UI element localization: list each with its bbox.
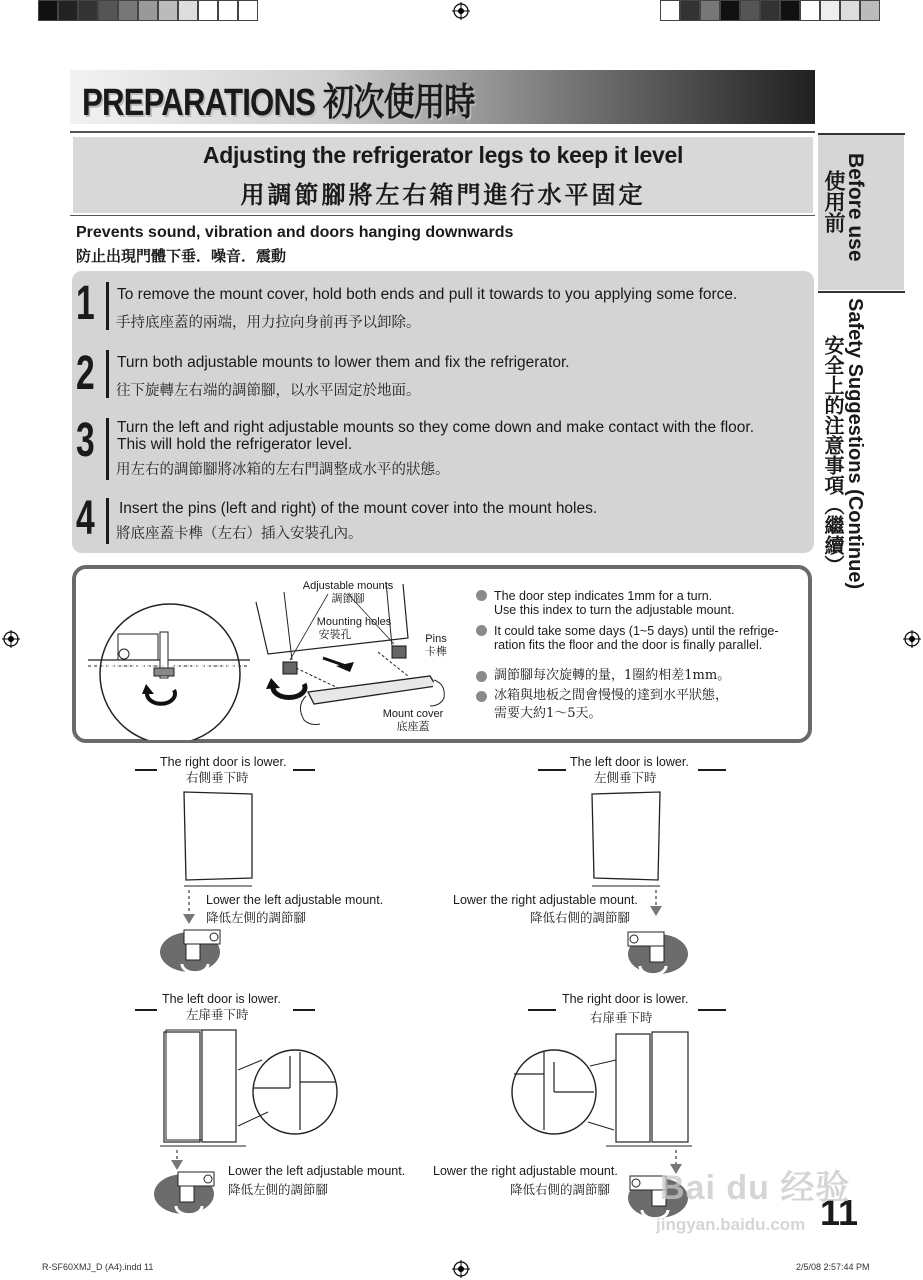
section-title-zh: 用調節腳將左右箱門進行水平固定 <box>240 182 646 209</box>
footer-timestamp: 2/5/08 2:57:44 PM <box>796 1262 870 1272</box>
case-title-dash <box>293 1009 315 1011</box>
color-registration-bar-right <box>660 0 880 21</box>
note-2-line-2: ration fits the floor and the door is finally parallel. <box>494 638 763 652</box>
step-number: 4 <box>76 492 95 545</box>
case-2-action-en: Lower the right adjustable mount. <box>453 893 638 907</box>
registration-mark-bottom <box>452 1260 470 1278</box>
step-text-zh: 用左右的調節腳將冰箱的左右門調整成水平的狀態。 <box>116 462 450 478</box>
case-3-action-zh: 降低左側的調節腳 <box>228 1183 329 1197</box>
step-text-en: Turn the left and right adjustable mounts so they come down and make contact with the floor. <box>117 419 755 436</box>
label-mounting-holes-zh: 安裝孔 <box>318 629 352 641</box>
side-tab-before-use-en: Before use <box>844 153 867 262</box>
case-title-dash <box>293 769 315 771</box>
label-mount-cover-zh: 底座蓋 <box>396 721 430 733</box>
case-2-refrigerator-illustration <box>580 786 690 986</box>
case-title-dash <box>698 1009 726 1011</box>
section-title-en: Adjusting the refrigerator legs to keep it level <box>202 142 684 168</box>
bullet-icon <box>476 691 487 702</box>
case-1-title-en: The right door is lower. <box>160 755 287 769</box>
label-pins-zh: 卡榫 <box>425 646 447 658</box>
step-divider <box>106 418 109 480</box>
label-adjustable-mounts-en: Adjustable mounts <box>302 580 394 592</box>
step-text-zh: 手持底座蓋的兩端，用力拉向身前再予以卸除。 <box>116 315 421 331</box>
case-1-action-zh: 降低左側的調節腳 <box>206 911 307 925</box>
side-tab-safety-en: Safety Suggestions (Continue) <box>844 298 866 590</box>
case-3-title-zh: 左扉垂下時 <box>186 1008 249 1022</box>
bullet-icon <box>476 671 487 682</box>
step-divider <box>106 350 109 398</box>
side-tab-before-use-zh: 使用前 <box>822 170 845 233</box>
page-title: PREPARATIONS 初次使用時 <box>82 82 475 124</box>
case-2-action-zh: 降低右側的調節腳 <box>530 911 631 925</box>
prevents-heading-en: Prevents sound, vibration and doors hanging downwards <box>76 224 514 241</box>
note-zh-1: 調節腳每次旋轉的量，1圈約相差1mm。 <box>494 668 731 683</box>
label-mount-cover-en: Mount cover <box>382 708 444 720</box>
label-pins-en: Pins <box>425 633 447 645</box>
case-3-title-en: The left door is lower. <box>162 992 281 1006</box>
note-zh-2-line-2: 需要大約1～5天。 <box>494 706 602 721</box>
step-text-en-continued: This will hold the refrigerator level. <box>117 436 353 453</box>
registration-mark-left <box>2 630 20 648</box>
watermark-logo: Bai du 经验 <box>660 1169 851 1207</box>
side-tab-safety-zh: 安全上的注意事項（繼續） <box>821 335 843 575</box>
step-divider <box>106 498 109 544</box>
step-text-zh: 往下旋轉左右端的調節腳，以水平固定於地面。 <box>116 383 421 399</box>
case-3-action-en: Lower the left adjustable mount. <box>228 1164 406 1178</box>
case-4-title-zh: 右扉垂下時 <box>590 1011 653 1025</box>
note-zh-2-line-1: 冰箱與地板之間會慢慢的達到水平狀態， <box>494 688 729 703</box>
step-text-en: Turn both adjustable mounts to lower them and fix the refrigerator. <box>117 354 570 371</box>
step-text-en: To remove the mount cover, hold both ends and pull it towards to you applying some force. <box>117 286 738 303</box>
case-4-title-en: The right door is lower. <box>562 992 689 1006</box>
header-divider <box>70 131 815 133</box>
case-4-action-en: Lower the right adjustable mount. <box>433 1164 618 1178</box>
step-divider <box>106 282 109 330</box>
case-title-dash <box>528 1009 556 1011</box>
case-1-title-zh: 右側垂下時 <box>186 771 249 785</box>
registration-mark-right <box>903 630 921 648</box>
bullet-icon <box>476 625 487 636</box>
case-title-dash <box>135 1009 157 1011</box>
note-1-line-2: Use this index to turn the adjustable mount. <box>494 603 735 617</box>
case-1-action-en: Lower the left adjustable mount. <box>206 893 384 907</box>
footer-file-info: R-SF60XMJ_D (A4).indd 11 <box>42 1262 154 1272</box>
label-mounting-holes-en: Mounting holes <box>316 616 392 628</box>
case-2-title-en: The left door is lower. <box>570 755 689 769</box>
registration-mark-top <box>452 2 470 20</box>
note-2-line-1: It could take some days (1~5 days) until the refrige- <box>494 624 779 638</box>
color-registration-bar-left <box>38 0 258 21</box>
section-divider <box>70 215 815 216</box>
case-title-dash <box>135 769 157 771</box>
prevents-heading-zh: 防止出現門體下垂．噪音．震動 <box>76 248 287 265</box>
case-1-refrigerator-illustration <box>156 786 266 986</box>
case-title-dash <box>698 769 726 771</box>
step-number: 1 <box>76 277 95 330</box>
step-text-en: Insert the pins (left and right) of the mount cover into the mount holes. <box>119 500 598 517</box>
side-tab-mid-rule <box>818 291 905 293</box>
label-adjustable-mounts-zh: 調節腳 <box>331 593 365 605</box>
bullet-icon <box>476 590 487 601</box>
step-number: 2 <box>76 347 95 400</box>
case-2-title-zh: 左側垂下時 <box>594 771 657 785</box>
watermark-url: jingyan.baidu.com <box>656 1215 806 1234</box>
page-number: 11 <box>820 1192 859 1233</box>
case-4-action-zh: 降低右側的調節腳 <box>510 1183 611 1197</box>
note-1-line-1: The door step indicates 1mm for a turn. <box>494 589 713 603</box>
step-number: 3 <box>76 414 95 467</box>
case-title-dash <box>538 769 566 771</box>
step-text-zh: 將底座蓋卡榫（左右）插入安裝孔內。 <box>116 526 363 542</box>
